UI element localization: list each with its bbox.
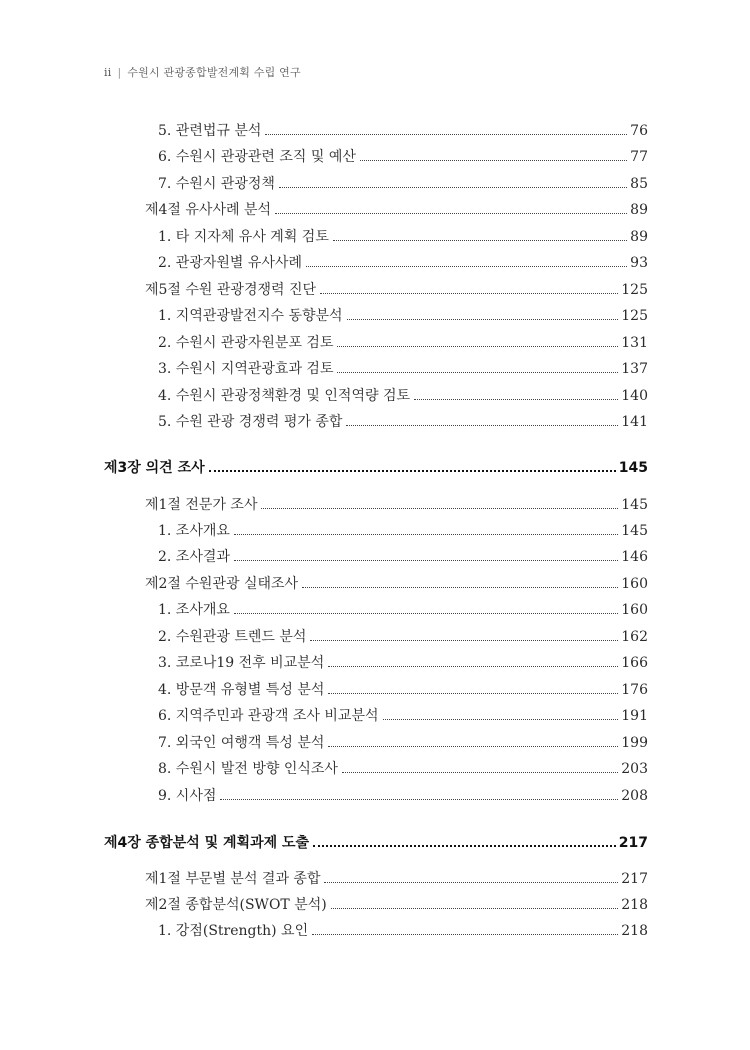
toc-entry-label: 1. 지역관광발전지수 동향분석: [158, 308, 343, 324]
toc-entry-page: 199: [621, 735, 648, 751]
toc-entry-page: 176: [621, 682, 648, 698]
toc-section-row: [145, 575, 648, 593]
dot-leader: [414, 399, 618, 400]
dot-leader: [320, 293, 618, 294]
dot-leader: [209, 470, 616, 472]
toc-entry-label: 4. 수원시 관광정책환경 및 인적역량 검토: [158, 388, 410, 404]
dot-leader: [337, 346, 618, 347]
toc-entry-page: 89: [630, 229, 648, 245]
dot-leader: [342, 772, 618, 773]
toc-entry-label: 제1절 전문가 조사: [145, 497, 258, 513]
toc-entry-label: 제4절 유사사례 분석: [145, 202, 271, 218]
toc-entry-page: 131: [621, 335, 648, 351]
toc-section-row: [145, 870, 648, 888]
toc-entry-page: 145: [618, 460, 648, 476]
toc-entry-label: 3. 코로나19 전후 비교분석: [158, 655, 325, 671]
toc-entry-label: 제3장 의견 조사: [104, 460, 205, 476]
dot-leader: [261, 508, 618, 509]
toc-entry-label: 1. 강점(Strength) 요인: [158, 923, 309, 939]
header-page-number: ii: [104, 66, 112, 79]
toc-entry-page: 218: [621, 897, 648, 913]
toc-section-row: [145, 496, 648, 514]
toc-entry-label: 1. 조사개요: [158, 523, 230, 539]
toc-entry-page: 85: [630, 176, 648, 192]
toc-entry-label: 6. 지역주민과 관광객 조사 비교분석: [158, 708, 379, 724]
toc-entry-label: 제2절 종합분석(SWOT 분석): [145, 897, 327, 913]
toc-entry-page: 141: [621, 414, 648, 430]
dot-leader: [337, 372, 618, 373]
dot-leader: [306, 266, 627, 267]
dot-leader: [346, 425, 618, 426]
toc-item-row: [158, 601, 648, 619]
toc-item-row: [158, 254, 648, 272]
toc-entry-label: 제1절 부문별 분석 결과 종합: [145, 871, 321, 887]
header-title: 수원시 관광종합발전계획 수립 연구: [127, 66, 301, 79]
toc-entry-page: 162: [621, 629, 648, 645]
toc-entry-page: 77: [630, 149, 648, 165]
toc-section-row: [145, 281, 648, 299]
toc-entry-page: 160: [621, 602, 648, 618]
dot-leader: [360, 160, 627, 161]
toc-item-row: [158, 628, 648, 646]
dot-leader: [279, 187, 627, 188]
toc-entry-page: 166: [621, 655, 648, 671]
toc-entry-label: 5. 관련법규 분석: [158, 123, 262, 139]
dot-leader: [302, 587, 618, 588]
toc-entry-page: 93: [630, 255, 648, 271]
dot-leader: [312, 934, 618, 935]
dot-leader: [324, 882, 618, 883]
toc-entry-label: 2. 수원시 관광자원분포 검토: [158, 335, 334, 351]
toc-entry-page: 145: [621, 497, 648, 513]
toc-item-row: [158, 760, 648, 778]
toc-item-row: [158, 681, 648, 699]
toc-entry-page: 146: [621, 549, 648, 565]
toc-item-row: [158, 413, 648, 431]
toc-entry-page: 140: [621, 388, 648, 404]
toc-entry-label: 2. 수원관광 트렌드 분석: [158, 629, 307, 645]
running-header: [104, 64, 301, 80]
toc-entry-label: 2. 관광자원별 유사사례: [158, 255, 302, 271]
toc-section-row: [145, 201, 648, 219]
toc-entry-label: 제2절 수원관광 실태조사: [145, 576, 299, 592]
toc-item-row: [158, 387, 648, 405]
toc-entry-page: 160: [621, 576, 648, 592]
toc-entry-label: 6. 수원시 관광관련 조직 및 예산: [158, 149, 356, 165]
toc-entry-label: 2. 조사결과: [158, 549, 230, 565]
toc-item-row: [158, 922, 648, 940]
dot-leader: [328, 666, 618, 667]
toc-entry-label: 3. 수원시 지역관광효과 검토: [158, 361, 334, 377]
dot-leader: [347, 319, 619, 320]
toc-item-row: [158, 360, 648, 378]
toc-entry-label: 1. 타 지자체 유사 계획 검토: [158, 229, 329, 245]
dot-leader: [234, 534, 618, 535]
toc-entry-page: 217: [621, 871, 648, 887]
toc-entry-page: 217: [618, 835, 648, 851]
dot-leader: [234, 613, 618, 614]
toc-item-row: [158, 122, 648, 140]
dot-leader: [220, 799, 618, 800]
dot-leader: [310, 640, 618, 641]
toc-item-row: [158, 307, 648, 325]
toc-entry-page: 208: [621, 788, 648, 804]
dot-leader: [265, 134, 627, 135]
toc-entry-page: 145: [621, 523, 648, 539]
toc-entry-label: 8. 수원시 발전 방향 인식조사: [158, 761, 338, 777]
dot-leader: [333, 240, 627, 241]
toc-entry-page: 191: [621, 708, 648, 724]
dot-leader: [275, 213, 627, 214]
toc-entry-page: 89: [630, 202, 648, 218]
toc-item-row: [158, 707, 648, 725]
toc-entry-label: 7. 수원시 관광정책: [158, 176, 275, 192]
toc-item-row: [158, 334, 648, 352]
toc-entry-label: 7. 외국인 여행객 특성 분석: [158, 735, 325, 751]
toc-item-row: [158, 522, 648, 540]
toc-section-row: [145, 896, 648, 914]
dot-leader: [328, 693, 618, 694]
dot-leader: [328, 746, 618, 747]
toc-item-row: [158, 228, 648, 246]
toc-item-row: [158, 654, 648, 672]
toc-entry-label: 4. 방문객 유형별 특성 분석: [158, 682, 325, 698]
toc-entry-label: 1. 조사개요: [158, 602, 230, 618]
toc-item-row: [158, 548, 648, 566]
toc-entry-page: 218: [621, 923, 648, 939]
toc-item-row: [158, 175, 648, 193]
toc-item-row: [158, 148, 648, 166]
toc-entry-page: 137: [621, 361, 648, 377]
dot-leader: [313, 845, 616, 847]
toc-chapter-row: [104, 459, 648, 477]
toc-item-row: [158, 787, 648, 805]
toc-entry-page: 203: [621, 761, 648, 777]
toc-item-row: [158, 734, 648, 752]
toc-entry-page: 125: [621, 282, 648, 298]
header-separator: |: [117, 66, 122, 79]
toc-entry-label: 제5절 수원 관광경쟁력 진단: [145, 282, 317, 298]
dot-leader: [234, 560, 618, 561]
toc-chapter-row: [104, 834, 648, 852]
toc-entry-page: 125: [621, 308, 648, 324]
toc-entry-label: 5. 수원 관광 경쟁력 평가 종합: [158, 414, 343, 430]
dot-leader: [331, 908, 619, 909]
toc-entry-label: 9. 시사점: [158, 788, 217, 804]
toc-entry-label: 제4장 종합분석 및 계획과제 도출: [104, 835, 310, 851]
toc-entry-page: 76: [630, 123, 648, 139]
dot-leader: [383, 719, 619, 720]
